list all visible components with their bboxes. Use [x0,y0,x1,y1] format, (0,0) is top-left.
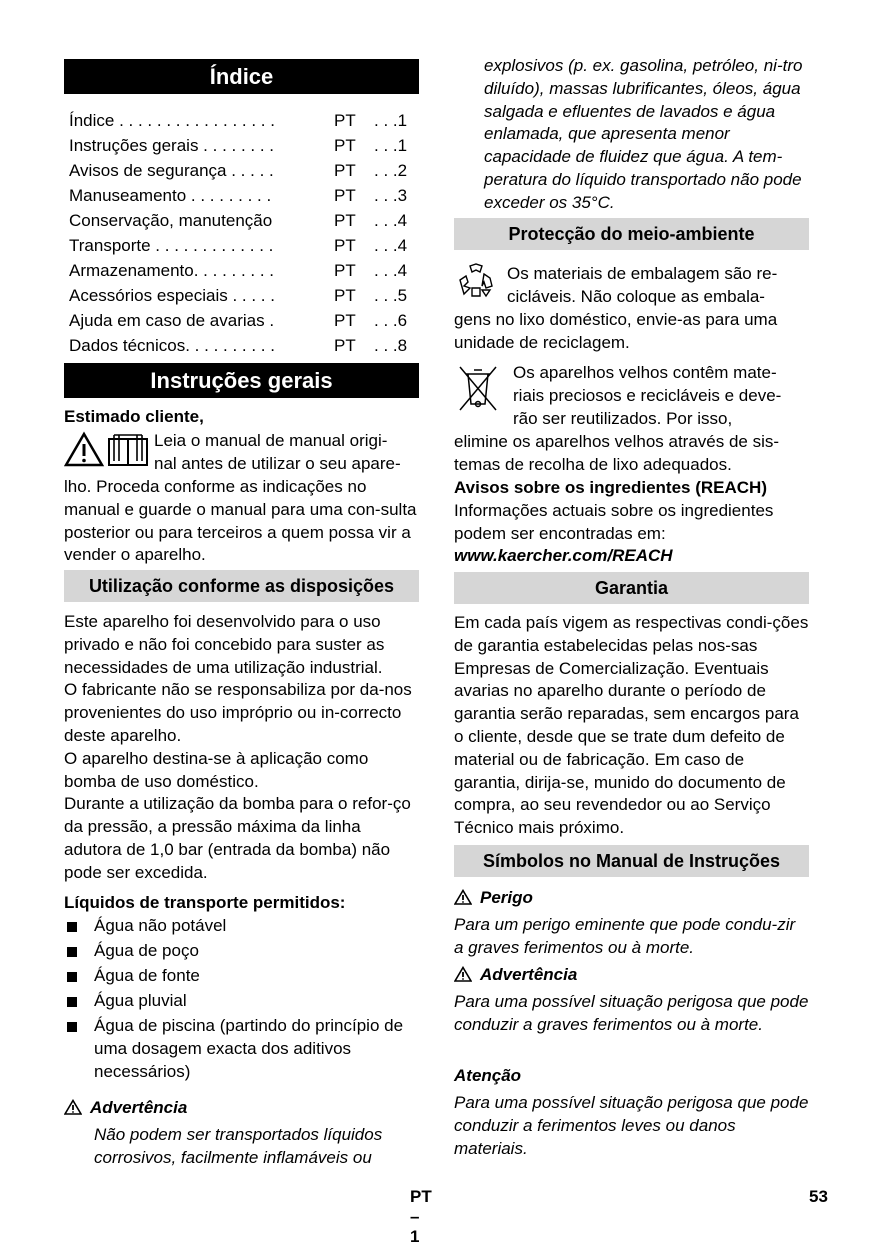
toc-entry-lang: PT [334,236,356,255]
caution-text: Para uma possível situação perigosa que pode conduzir a ferimentos leves ou danos materiais. [454,1093,809,1158]
toc-entry-lang: PT [334,186,356,205]
bullet-square-icon [67,972,77,982]
symbols-title: Símbolos no Manual de Instruções [454,845,809,877]
appliance-rest: elimine os aparelhos velhos através de sis-temas de recolha de lixo adequados. [454,432,780,474]
appliance-line-2: riais preciosos e recicláveis e deve- [513,386,782,405]
bullet-square-icon [67,947,77,957]
toc-entry[interactable] [64,208,419,233]
packaging-line-2: cicláveis. Não coloque as embala- [507,287,765,306]
usage-paragraph: Este aparelho foi desenvolvido para o uso privado e não foi concebido para suster as necessidades de uma utilização industrial. [64,612,385,677]
toc-entry-lang: PT [334,286,356,305]
toc-entry-label: Avisos de segurança . . . . . [69,161,274,180]
toc-entry-lang: PT [334,211,356,230]
reach-link[interactable]: www.kaercher.com/REACH [454,546,673,565]
crossed-bin-icon [458,364,498,412]
toc-entry[interactable] [64,133,419,158]
greeting: Estimado cliente, [64,407,204,426]
toc-entry-lang: PT [334,111,356,130]
toc-entry[interactable] [64,233,419,258]
warning-triangle-icon [454,889,472,905]
warning-triangle-icon [454,966,472,982]
toc-entry-page: . . .2 [374,161,408,180]
environment-title: Protecção do meio-ambiente [454,218,809,250]
bullet-square-icon [67,1022,77,1032]
toc-entry-page: . . .8 [374,336,408,355]
usage-warning-text: Não podem ser transportados líquidos corrosivos, facilmente inflamáveis ou [94,1125,383,1167]
danger-heading [454,887,533,909]
usage-paragraph: O aparelho destina-se à aplicação como bomba de uso doméstico. [64,748,369,791]
bullet-square-icon [67,997,77,1007]
reach-text: Informações actuais sobre os ingredientes podem ser encontradas em: [454,501,774,543]
toc-entry-label: Conservação, manutenção [69,211,273,230]
toc-entry-label: Índice . . . . . . . . . . . . . . . . . [69,111,275,130]
toc-entry-label: Instruções gerais . . . . . . . . [69,136,275,155]
toc-entry[interactable] [64,258,419,283]
warning-triangle-icon [66,434,102,465]
danger-title: Perigo [480,888,533,907]
toc-entry-page: . . .4 [374,261,408,280]
toc-entry[interactable] [64,158,419,183]
warning-heading [454,964,577,986]
toc-entry-page: . . .4 [374,211,408,230]
toc-entry-page: . . .6 [374,311,408,330]
appliance-line-3: rão ser reutilizados. Por isso, [513,409,733,428]
toc-title: Índice [64,59,419,94]
toc-entry-lang: PT [334,261,356,280]
liquids-title: Líquidos de transporte permitidos: [64,893,346,912]
packaging-rest: gens no lixo doméstico, envie-as para uma unidade de reciclagem. [454,310,778,352]
toc-entry-label: Ajuda em caso de avarias . [69,311,275,330]
toc-entry-page: . . .3 [374,186,408,205]
warranty-title: Garantia [454,572,809,604]
toc-entry-page: . . .5 [374,286,408,305]
general-title: Instruções gerais [64,363,419,398]
toc-entry[interactable] [64,108,419,133]
toc-entry-label: Acessórios especiais . . . . . [69,286,275,305]
toc-entry[interactable] [64,183,419,208]
intro-rest: lho. Proceda conforme as indicações no manual e guarde o manual para uma con-sulta posterior ou para terceiros a quem possa vir a vender o aparelho. [64,477,417,565]
toc-entry-label: Transporte . . . . . . . . . . . . . [69,236,274,255]
toc-entry[interactable] [64,333,419,358]
warranty-text: Em cada país vigem as respectivas condi-ções de garantia estabelecidas pelas nos-sas Empresas de Comercialização. Eventuais avarias no aparelho durante o período de garantia serão reparadas, sem encargos para o cliente, desde que se trate dum defeito de material ou de fabricação. Em caso de garantia, dirija-se, munido do documento de compra, ao seu revendedor ou ao Serviço Técnico mais próximo. [454,613,809,838]
packaging-line-1: Os materiais de embalagem são re- [507,264,778,283]
usage-warning-title: Advertência [90,1098,188,1117]
toc-entry-page: . . .1 [374,111,408,130]
toc-entry-lang: PT [334,311,356,330]
footer-section: PT – 1 [410,1187,432,1246]
toc-entry-label: Dados técnicos. . . . . . . . . . [69,336,275,355]
usage-warning-continued: explosivos (p. ex. gasolina, petróleo, ni-tro diluído), massas lubrificantes, óleos, água salgada e efluentes de lavados e água enlamada, que apresenta menor capacidade de fluidez que água. A tem-peratura do líquido transportado não pode exceder os 35°C. [484,56,803,212]
toc-entry-lang: PT [334,136,356,155]
toc-entry-label: Armazenamento. . . . . . . . . [69,261,275,280]
reach-title: Avisos sobre os ingredientes (REACH) [454,478,767,497]
appliance-line-1: Os aparelhos velhos contêm mate- [513,363,777,382]
toc-entry-page: . . .1 [374,136,408,155]
usage-paragraph: Durante a utilização da bomba para o refor-ço da pressão, a pressão máxima da linha adutora de 1,0 bar (entrada da bomba) não pode ser excedida. [64,794,411,882]
toc-entry[interactable] [64,283,419,308]
warning-triangle-icon [64,1099,82,1115]
toc-entry-lang: PT [334,161,356,180]
usage-paragraph: O fabricante não se responsabiliza por da-nos provenientes do uso impróprio ou in-correcto deste aparelho. [64,680,412,745]
toc-entry-lang: PT [334,336,356,355]
usage-title: Utilização conforme as disposições [64,570,419,602]
warning-text: Para uma possível situação perigosa que pode conduzir a graves ferimentos ou à morte. [454,992,809,1034]
intro-line-1: Leia o manual de manual origi- [154,431,388,450]
toc-entry[interactable] [64,308,419,333]
usage-text [64,611,419,885]
danger-text: Para um perigo eminente que pode condu-zir a graves ferimentos ou à morte. [454,915,796,957]
page-number: 53 [809,1187,828,1206]
manual-book-icon [109,435,147,465]
bullet-square-icon [67,922,77,932]
recycling-icon [456,262,496,300]
toc-entry-label: Manuseamento . . . . . . . . . [69,186,272,205]
usage-warning-heading [64,1097,187,1119]
toc-entry-page: . . .4 [374,236,408,255]
warning-title: Advertência [480,965,578,984]
caution-title: Atenção [454,1066,522,1085]
intro-line-2: nal antes de utilizar o seu apare- [154,454,401,473]
